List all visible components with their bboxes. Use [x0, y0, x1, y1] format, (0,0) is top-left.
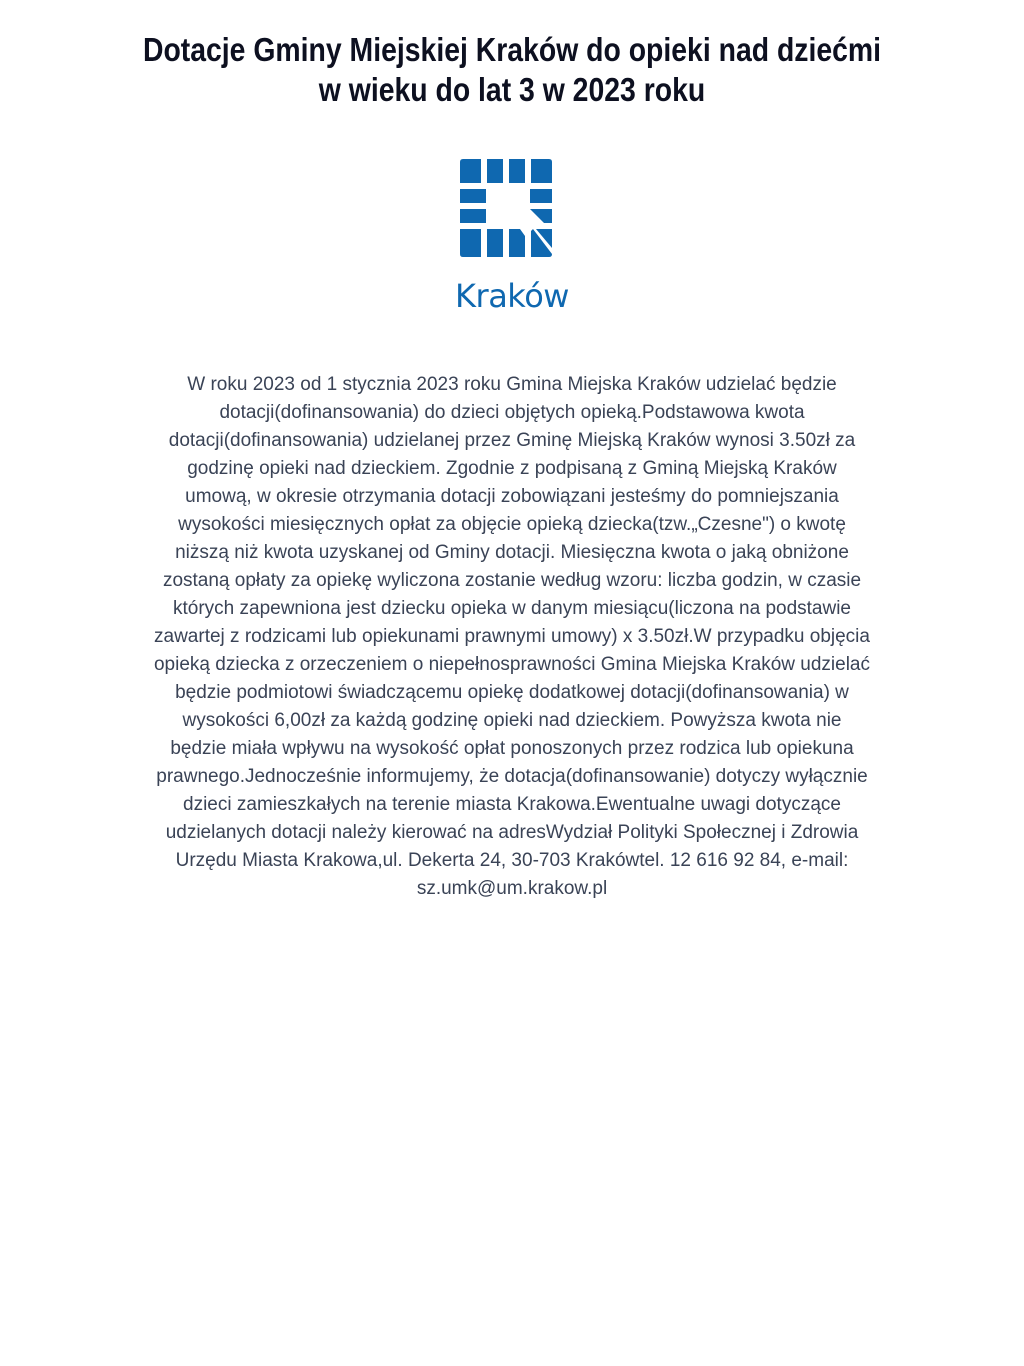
krakow-city-logo-icon [432, 150, 592, 270]
subsidy-description: W roku 2023 od 1 stycznia 2023 roku Gmina Miejska Kraków udzielać będzie dotacji(dofinansowania) do dzieci objętych opieką.Podstawowa kwota dotacji(dofinansowania) udzielanej przez Gminę Miejską Kraków wynosi 3.50zł za godzinę opieki nad dzieckiem. Zgodnie z podpisaną z Gminą Miejską Kraków umową, w okresie otrzymania dotacji zobowiązani jesteśmy do pomniejszania wysokości miesięcznych opłat za objęcie opieką dziecka(tzw.„Czesne") o kwotę niższą niż kwota uzyskanej od Gminy dotacji. Miesięczna kwota o jaką obniżone zostaną opłaty za opiekę wyliczona zostanie według wzoru: liczba godzin, w czasie których zapewniona jest dziecku opieka w danym miesiącu(liczona na podstawie zawartej z rodzicami lub opiekunami prawnymi umowy) x 3.50zł.W przypadku objęcia opieką dziecka z orzeczeniem o niepełnosprawności Gmina Miejska Kraków udzielać będzie podmiotowi świadczącemu opiekę dodatkowej dotacji(dofinansowania) w wysokości 6,00zł za każdą godzinę opieki nad dzieckiem. Powyższa kwota nie będzie miała wpływu na wysokość opłat ponoszonych przez rodzica lub opiekuna prawnego.Jednocześnie informujemy, że dotacja(dofinansowanie) dotyczy wyłącznie dzieci zamieszkałych na terenie miasta Krakowa.Ewentualne uwagi dotyczące udzielanych dotacji należy kierować na adresWydział Polityki Społecznej i Zdrowia Urzędu Miasta Krakowa,ul. Dekerta 24, 30-703 Krakówtel. 12 616 92 84, e-mail: sz.umk@um.krakow.pl [153, 374, 870, 899]
logo-text: Kraków [455, 277, 569, 315]
krakow-logo [432, 150, 592, 325]
page-title: Dotacje Gminy Miejskiej Kraków do opieki nad dziećmi w wieku do lat 3 w 2023 roku [142, 31, 882, 108]
